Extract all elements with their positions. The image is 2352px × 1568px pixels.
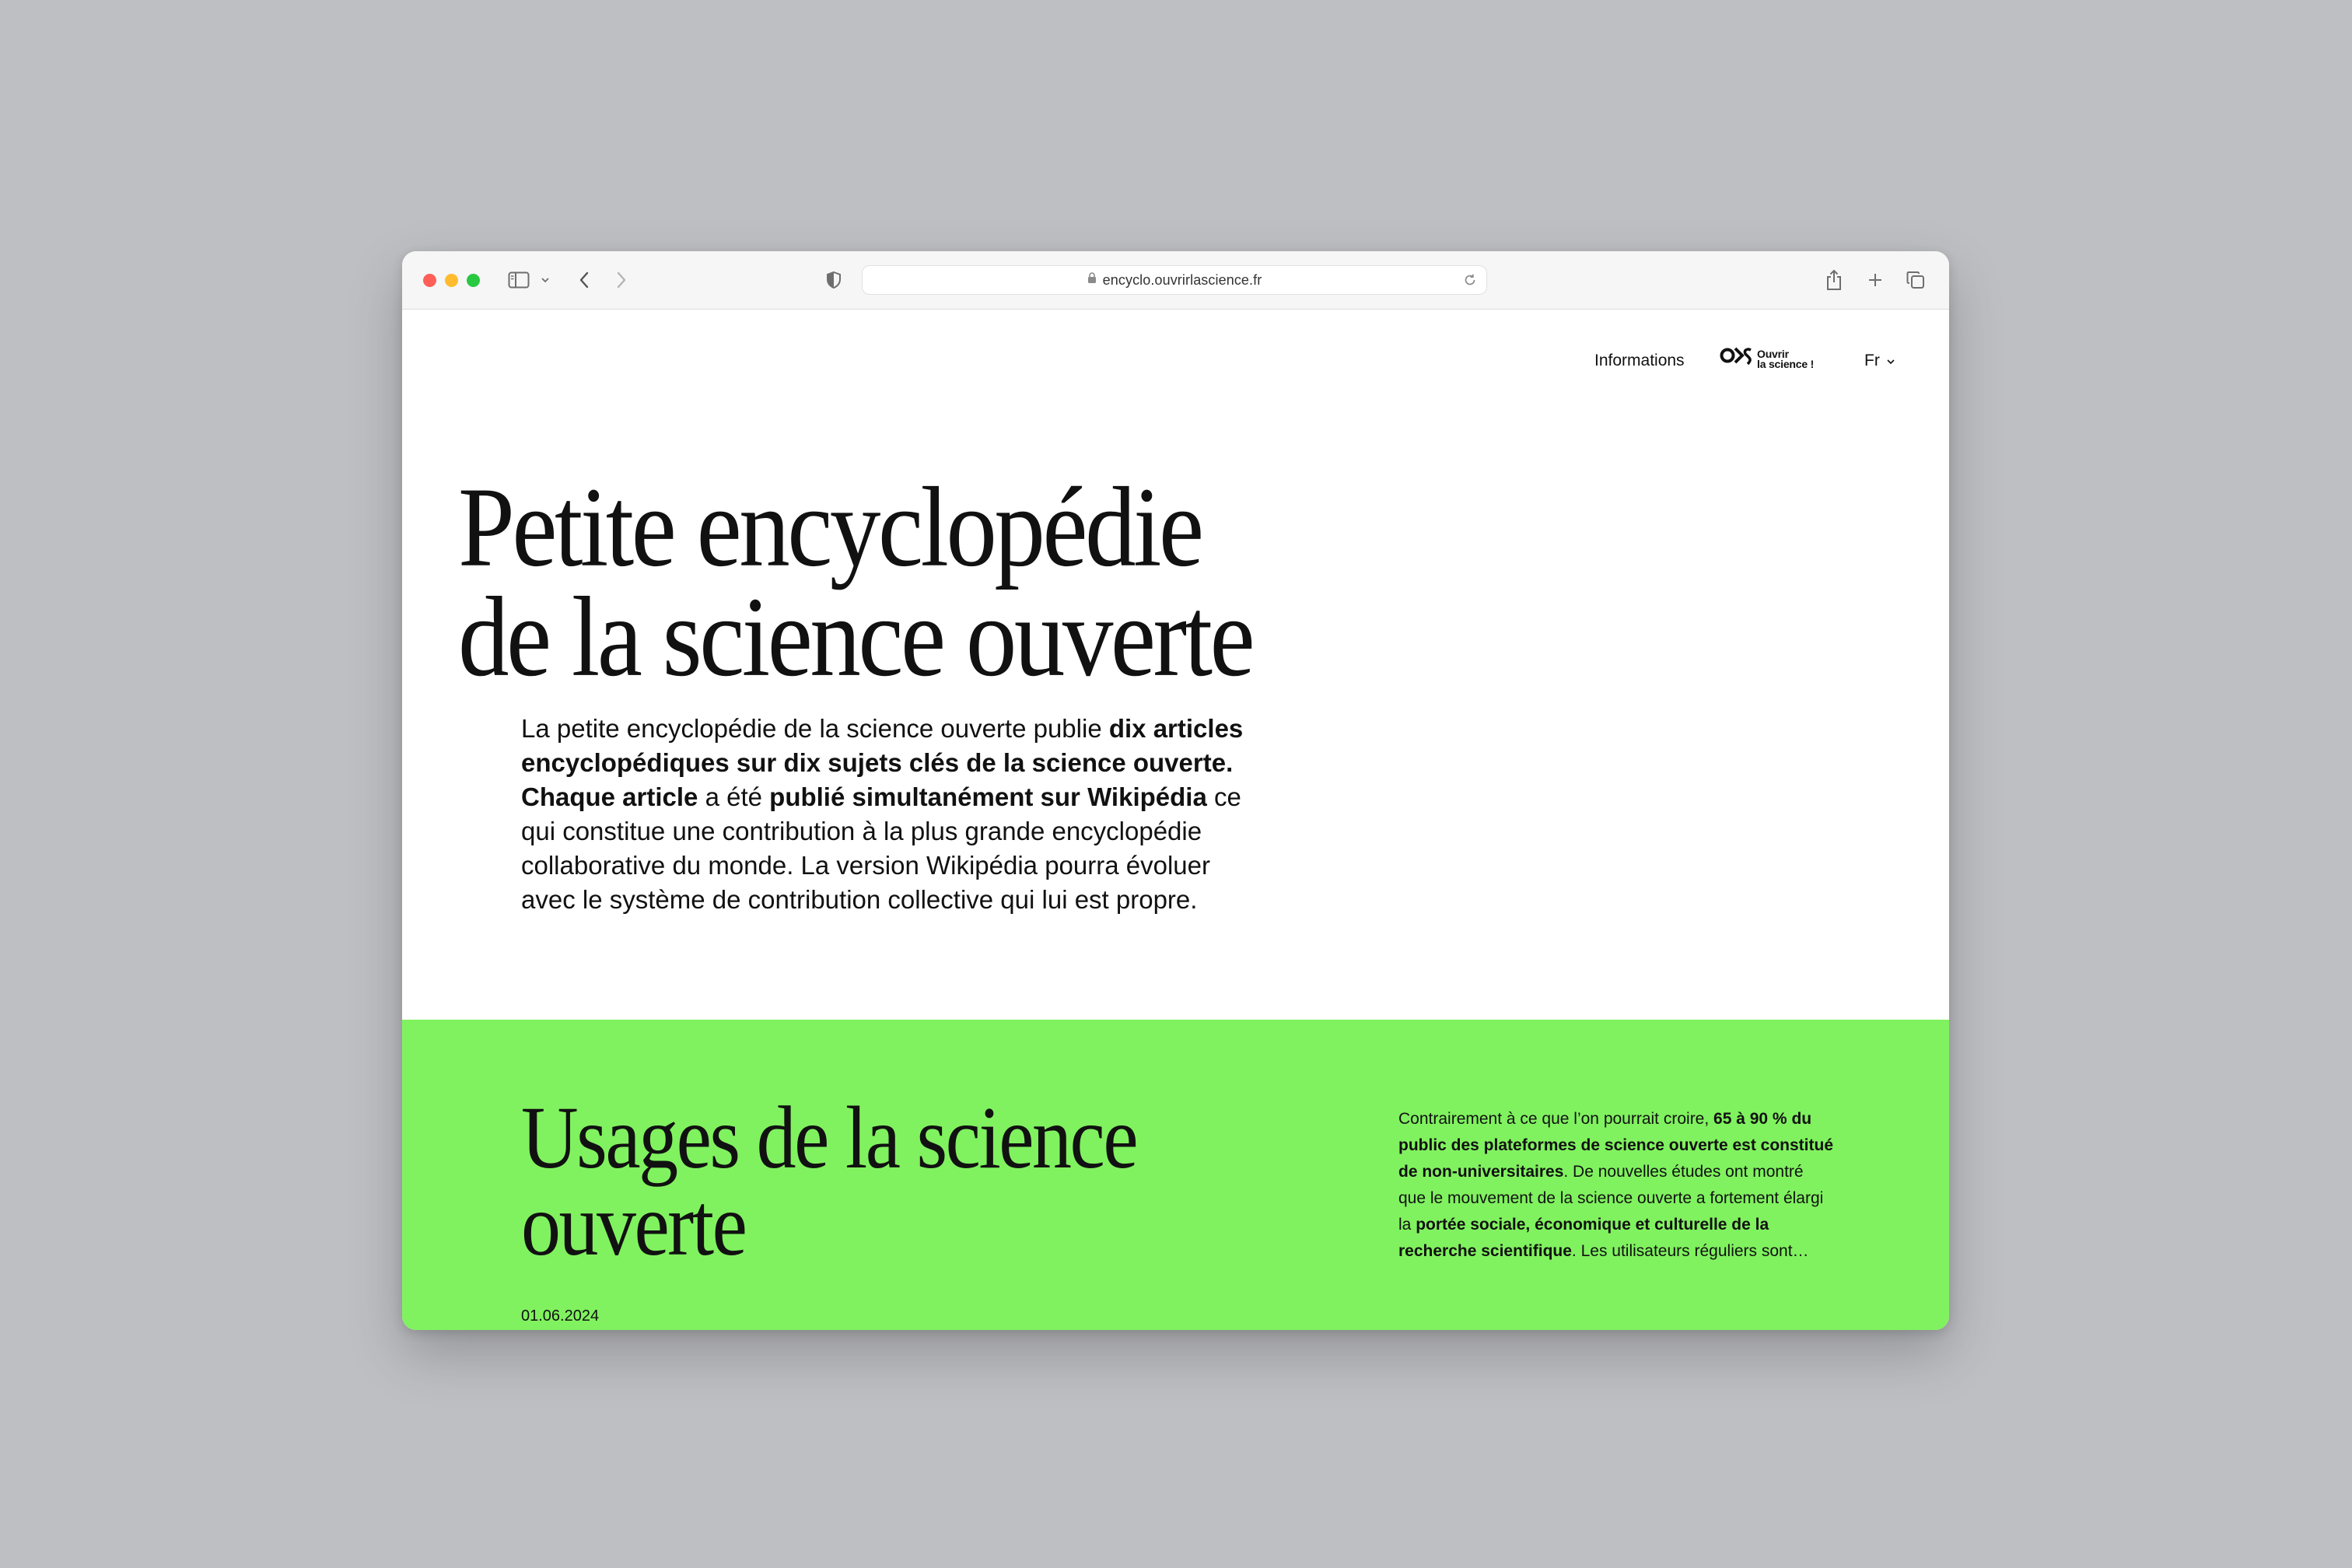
text-segment: La petite encyclopédie de la science ouverte publie bbox=[521, 714, 1109, 743]
url-text: encyclo.ouvrirlascience.fr bbox=[1102, 271, 1262, 288]
forward-icon[interactable] bbox=[615, 268, 628, 292]
article-title[interactable] bbox=[521, 1089, 1221, 1275]
site-header bbox=[402, 341, 1949, 380]
close-window-button[interactable] bbox=[423, 274, 436, 287]
article-title-line-2: ouverte bbox=[521, 1176, 746, 1275]
text-segment: Contrairement à ce que l’on pourrait croire, bbox=[1398, 1110, 1714, 1128]
intro-paragraph bbox=[521, 712, 1268, 917]
page-title-line-2: de la science ouverte bbox=[458, 573, 1253, 701]
text-segment: a été bbox=[698, 782, 770, 811]
emphasized-text: publié simultanément sur Wikipédia bbox=[769, 782, 1207, 811]
back-icon[interactable] bbox=[578, 268, 590, 292]
logo-line-2: la science ! bbox=[1757, 357, 1815, 370]
ouvrir-la-science-logo-mark-icon bbox=[1720, 345, 1754, 373]
nav-link-informations[interactable]: Informations bbox=[1594, 352, 1685, 369]
zoom-window-button[interactable] bbox=[467, 274, 480, 287]
browser-window bbox=[402, 251, 1949, 1330]
page-title bbox=[458, 464, 1253, 701]
article-date: 01.06.2024 bbox=[521, 1307, 600, 1325]
privacy-shield-icon[interactable] bbox=[826, 268, 842, 292]
chevron-down-icon bbox=[1886, 352, 1895, 370]
article-excerpt bbox=[1398, 1106, 1834, 1265]
text-segment: . De nouvelles études ont montré que le mouvement de la science ouverte a fortement élargi la bbox=[1398, 1163, 1824, 1234]
minimize-window-button[interactable] bbox=[445, 274, 458, 287]
text-segment: . Les utilisateurs réguliers sont… bbox=[1571, 1242, 1809, 1260]
logo-line-1: Ouvrir bbox=[1757, 347, 1789, 360]
new-tab-icon[interactable] bbox=[1867, 268, 1883, 292]
chevron-down-icon[interactable] bbox=[541, 268, 550, 292]
language-label: Fr bbox=[1864, 352, 1880, 369]
share-icon[interactable] bbox=[1825, 268, 1843, 292]
lock-icon bbox=[1087, 272, 1097, 288]
address-bar[interactable] bbox=[862, 265, 1487, 295]
sidebar-icon[interactable] bbox=[508, 268, 530, 292]
emphasized-text: 65 à 90 % du public des plateformes de science ouverte est constitué de non-universitaires bbox=[1398, 1110, 1834, 1181]
language-selector[interactable] bbox=[1864, 352, 1895, 370]
article-title-line-1: Usages de la science bbox=[521, 1089, 1137, 1188]
page-title-line-1: Petite encyclopédie bbox=[458, 464, 1202, 591]
text-segment: ce qui constitue une contribution à la plus grande encyclopédie collaborative du monde. La version Wikipédia pourra évoluer avec le système de contribution collective qui lui est propre. bbox=[521, 782, 1241, 914]
tab-overview-icon[interactable] bbox=[1906, 268, 1925, 292]
article-card[interactable] bbox=[402, 1020, 1949, 1330]
emphasized-text: portée sociale, économique et culturelle de la recherche scientifique bbox=[1398, 1216, 1769, 1260]
emphasized-text: dix articles encyclopédiques sur dix sujets clés de la science ouverte. Chaque article bbox=[521, 714, 1244, 811]
browser-toolbar bbox=[402, 251, 1949, 310]
reload-icon[interactable] bbox=[1463, 273, 1477, 291]
logo-wordmark bbox=[1757, 349, 1814, 369]
ouvrir-la-science-logo[interactable] bbox=[1720, 345, 1814, 373]
